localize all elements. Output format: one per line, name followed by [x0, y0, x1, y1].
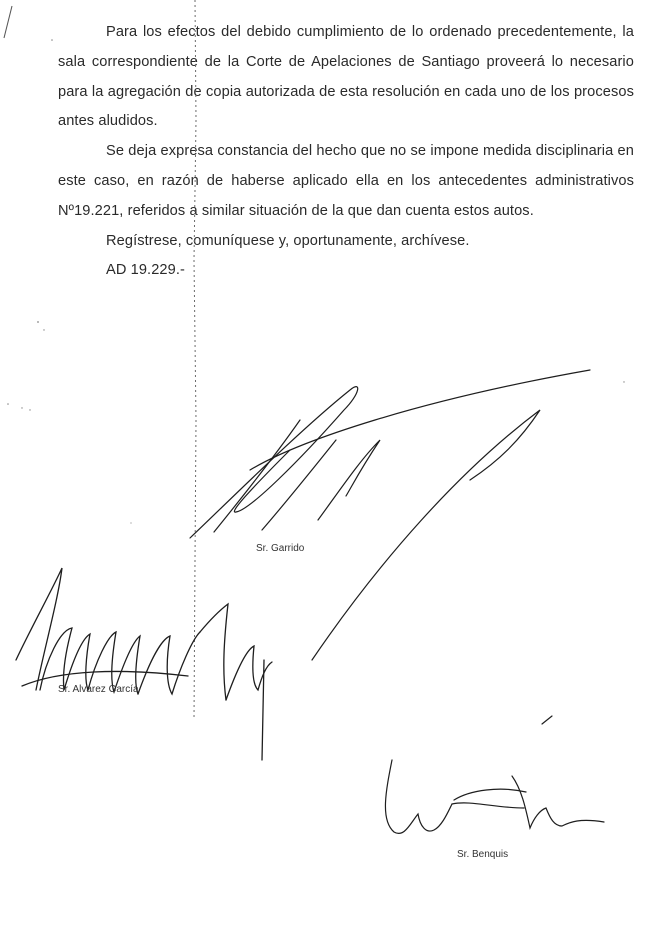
- signature-label-benquis: Sr. Benquis: [457, 849, 509, 860]
- paragraph-constancia: Se deja expresa constancia del hecho que no se impone medida disciplinaria en este caso, en razón de haberse aplicado ella en los antecedentes administrativos Nº19.221, referidos a similar situación de la que dan cuenta estos autos.: [58, 143, 634, 219]
- signature-benquis-mark: [385, 716, 604, 833]
- paragraph-agregacion: Para los efectos del debido cumplimiento de lo ordenado precedentemente, la sala correspondiente de la Corte de Apelaciones de Santiago proveerá lo necesario para la agregación de copia autorizada de esta resolución en cada uno de los procesos antes aludidos.: [58, 24, 634, 130]
- fold-line: [194, 0, 196, 720]
- reference-code: AD 19.229.-: [106, 262, 185, 279]
- paragraph-registrese: Regístrese, comuníquese y, oportunamente, archívese.: [106, 232, 470, 249]
- corner-mark: [4, 6, 12, 38]
- scan-specks: [7, 39, 625, 523]
- signature-garrido-mark: [190, 370, 590, 660]
- signature-label-alvarez-garcia: Sr. Alvarez García: [58, 684, 139, 695]
- signature-alvarez-garcia-mark: [16, 568, 272, 760]
- signature-label-garrido: Sr. Garrido: [256, 543, 305, 554]
